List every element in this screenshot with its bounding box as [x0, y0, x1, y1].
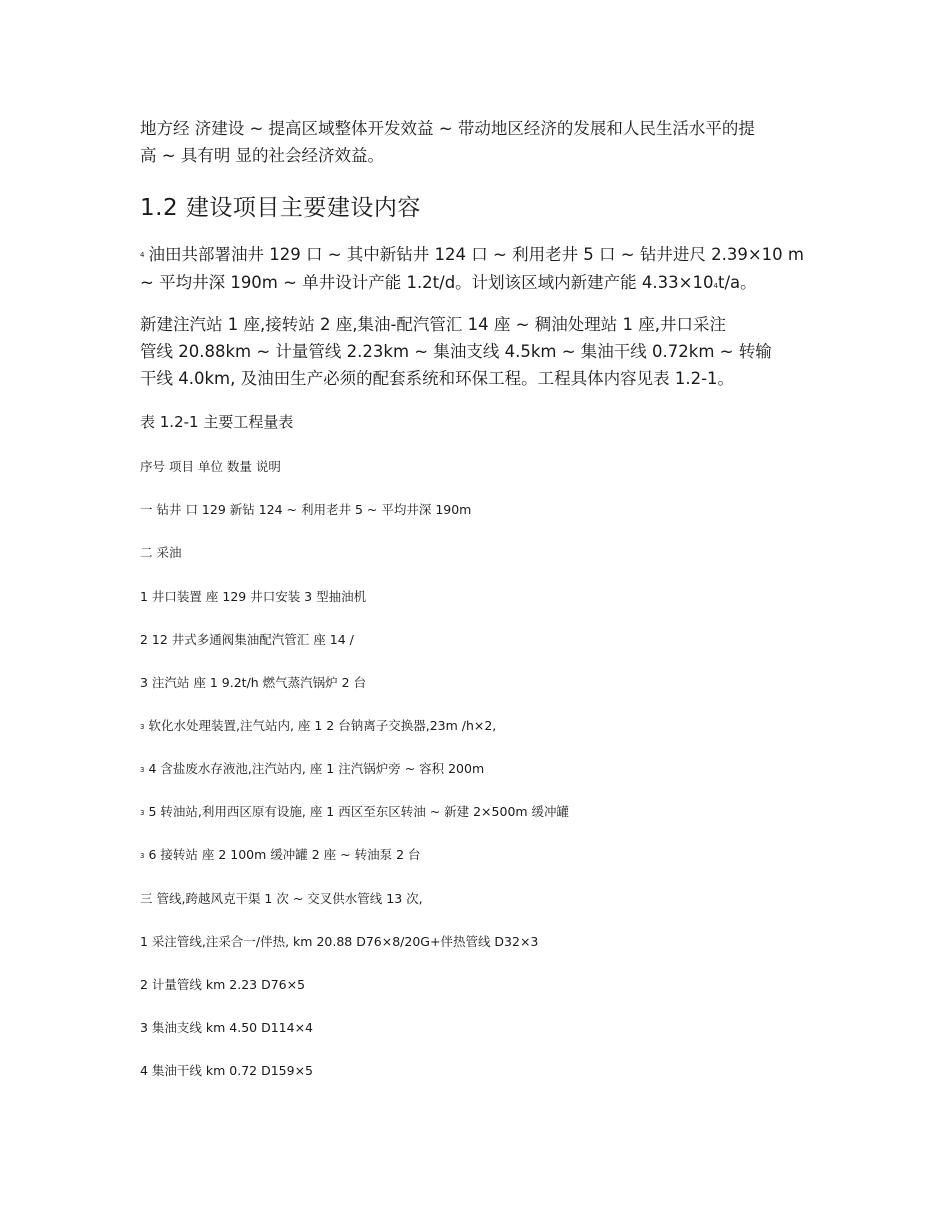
table-row — [140, 890, 423, 908]
construction-line-2: 管线 20.88km ~ 计量管线 2.23km ~ 集油支线 4.5km ~ 集油干线 0.72km ~ 转输 — [140, 342, 772, 361]
row-mark: 3 — [140, 851, 145, 860]
row-mark: 3 — [140, 808, 145, 817]
row-text: 4 集油干线 km 0.72 D159×5 — [140, 1063, 314, 1078]
wells-line-2b: t/a。 — [717, 273, 757, 292]
wells-line-2a: ~ 平均井深 190m ~ 单井设计产能 1.2t/d。计划该区域内新建产能 4.33×10 — [140, 273, 714, 292]
intro-line-1: 地方经 济建设 ~ 提高区域整体开发效益 ~ 带动地区经济的发展和人民生活水平的提 — [140, 119, 755, 138]
intro-paragraph — [140, 115, 820, 169]
intro-line-2: 高 ~ 具有明 显的社会经济效益。 — [140, 146, 385, 165]
row-text: 2 计量管线 km 2.23 D76×5 — [140, 977, 306, 992]
footnote-mark: 4 — [140, 251, 145, 259]
table-row — [140, 803, 569, 822]
table-row — [140, 631, 354, 649]
construction-paragraph — [140, 311, 820, 392]
document-page — [140, 0, 820, 1230]
table-row — [140, 846, 421, 865]
row-text: 软化水处理装置,注气站内, 座 1 2 台钠离子交换器,23m /h×2, — [148, 718, 497, 733]
table-row — [140, 544, 181, 562]
wells-line-1: 油田共部署油井 129 口 ~ 其中新钻井 124 口 ~ 利用老井 5 口 ~ 钻井进尺 2.39×10 m — [148, 245, 804, 264]
row-text: 4 含盐废水存液池,注汽站内, 座 1 注汽锅炉旁 ~ 容积 200m — [148, 761, 485, 776]
row-text: 2 12 井式多通阀集油配汽管汇 座 14 / — [140, 632, 354, 647]
row-text: 3 集油支线 km 4.50 D114×4 — [140, 1020, 314, 1035]
row-text: 二 采油 — [140, 545, 182, 560]
row-text: 1 采注管线,注采合一/伴热, km 20.88 D76×8/20G+伴热管线 D32×3 — [140, 934, 539, 949]
table-row — [140, 1019, 313, 1037]
table-row — [140, 933, 538, 951]
row-text: 一 钻井 口 129 新钻 124 ~ 利用老井 5 ~ 平均井深 190m — [140, 502, 472, 517]
table-row — [140, 760, 484, 779]
section-heading: 1.2 建设项目主要建设内容 — [140, 195, 421, 221]
construction-line-3: 干线 4.0km, 及油田生产必须的配套系统和环保工程。工程具体内容见表 1.2-1。 — [140, 369, 735, 388]
table-row — [140, 976, 305, 994]
table-row — [140, 674, 366, 692]
row-text: 1 井口装置 座 129 井口安装 3 型抽油机 — [140, 589, 367, 604]
row-text: 6 接转站 座 2 100m 缓冲罐 2 座 ~ 转油泵 2 台 — [148, 847, 421, 862]
row-text: 5 转油站,利用西区原有设施, 座 1 西区至东区转油 ~ 新建 2×500m 缓冲罐 — [148, 804, 570, 819]
table-row — [140, 588, 366, 606]
row-mark: 3 — [140, 722, 145, 731]
row-text: 3 注汽站 座 1 9.2t/h 燃气蒸汽锅炉 2 台 — [140, 675, 367, 690]
table-header: 序号 项目 单位 数量 说明 — [140, 459, 281, 474]
construction-line-1: 新建注汽站 1 座,接转站 2 座,集油-配汽管汇 14 座 ~ 稠油处理站 1 座,井口采注 — [140, 315, 726, 334]
table-row — [140, 1062, 313, 1080]
subscript-mark: 4 — [713, 282, 718, 290]
table-caption: 表 1.2-1 主要工程量表 — [140, 413, 294, 431]
table-row — [140, 717, 496, 736]
wells-paragraph — [140, 241, 820, 300]
row-mark: 3 — [140, 765, 145, 774]
row-text: 三 管线,跨越风克干渠 1 次 ~ 交叉供水管线 13 次, — [140, 891, 423, 906]
table-row — [140, 501, 471, 519]
